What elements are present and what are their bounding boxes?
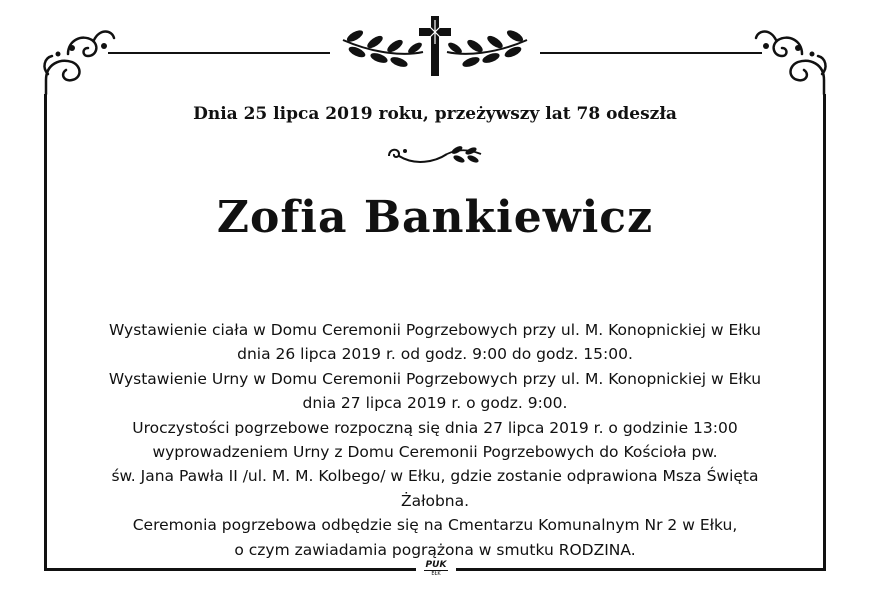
laurel-branch-right-icon bbox=[446, 28, 527, 69]
details-line: Żałobna. bbox=[400, 491, 470, 510]
deceased-name: Zofia Bankiewicz bbox=[216, 192, 654, 243]
logo-main-text: PUK bbox=[425, 560, 447, 570]
details-line: Wystawienie Urny w Domu Ceremonii Pogrzebowych przy ul. M. Konopnickiej w Ełku bbox=[108, 369, 762, 388]
top-rule-right bbox=[540, 52, 762, 54]
top-rule-left bbox=[108, 52, 330, 54]
details-line: Uroczystości pogrzebowe rozpoczną się dnia 27 lipca 2019 r. o godzinie 13:00 bbox=[132, 418, 738, 437]
details-line: Ceremonia pogrzebowa odbędzie się na Cmentarzu Komunalnym Nr 2 w Ełku, bbox=[132, 516, 738, 535]
details-line: o czym zawiadamia pogrążona w smutku RODZINA. bbox=[234, 540, 636, 559]
cross-icon bbox=[419, 16, 451, 76]
frame-right-border bbox=[823, 94, 826, 570]
laurel-branch-left-icon bbox=[343, 28, 424, 69]
cross-laurel-emblem bbox=[335, 12, 535, 80]
puk-logo bbox=[418, 560, 454, 580]
details-line: Wystawienie ciała w Domu Ceremonii Pogrzebowych przy ul. M. Konopnickiej w Ełku bbox=[108, 321, 761, 339]
details-line: św. Jana Pawła II /ul. M. M. Kolbego/ w Ełku, gdzie zostanie odprawiona Msza Święta bbox=[111, 467, 759, 486]
details-line: dnia 27 lipca 2019 r. o godz. 9:00. bbox=[302, 394, 568, 413]
frame-bottom-border-left bbox=[44, 568, 416, 571]
ceremony-details bbox=[56, 318, 814, 562]
frame-bottom-border-right bbox=[456, 568, 826, 571]
corner-flourish-left-icon bbox=[38, 18, 118, 98]
swirl-divider-icon bbox=[385, 142, 485, 170]
details-line: wyprowadzeniem Urny z Domu Ceremonii Pogrzebowych do Kościoła pw. bbox=[152, 443, 718, 462]
frame-left-border bbox=[44, 94, 47, 570]
details-line: dnia 26 lipca 2019 r. od godz. 9:00 do godz. 15:00. bbox=[237, 345, 633, 364]
corner-flourish-right-icon bbox=[752, 18, 832, 98]
logo-sub-text: EŁK bbox=[424, 570, 448, 577]
notice-intro: Dnia 25 lipca 2019 roku, przeżywszy lat 78 odeszła bbox=[193, 104, 677, 124]
